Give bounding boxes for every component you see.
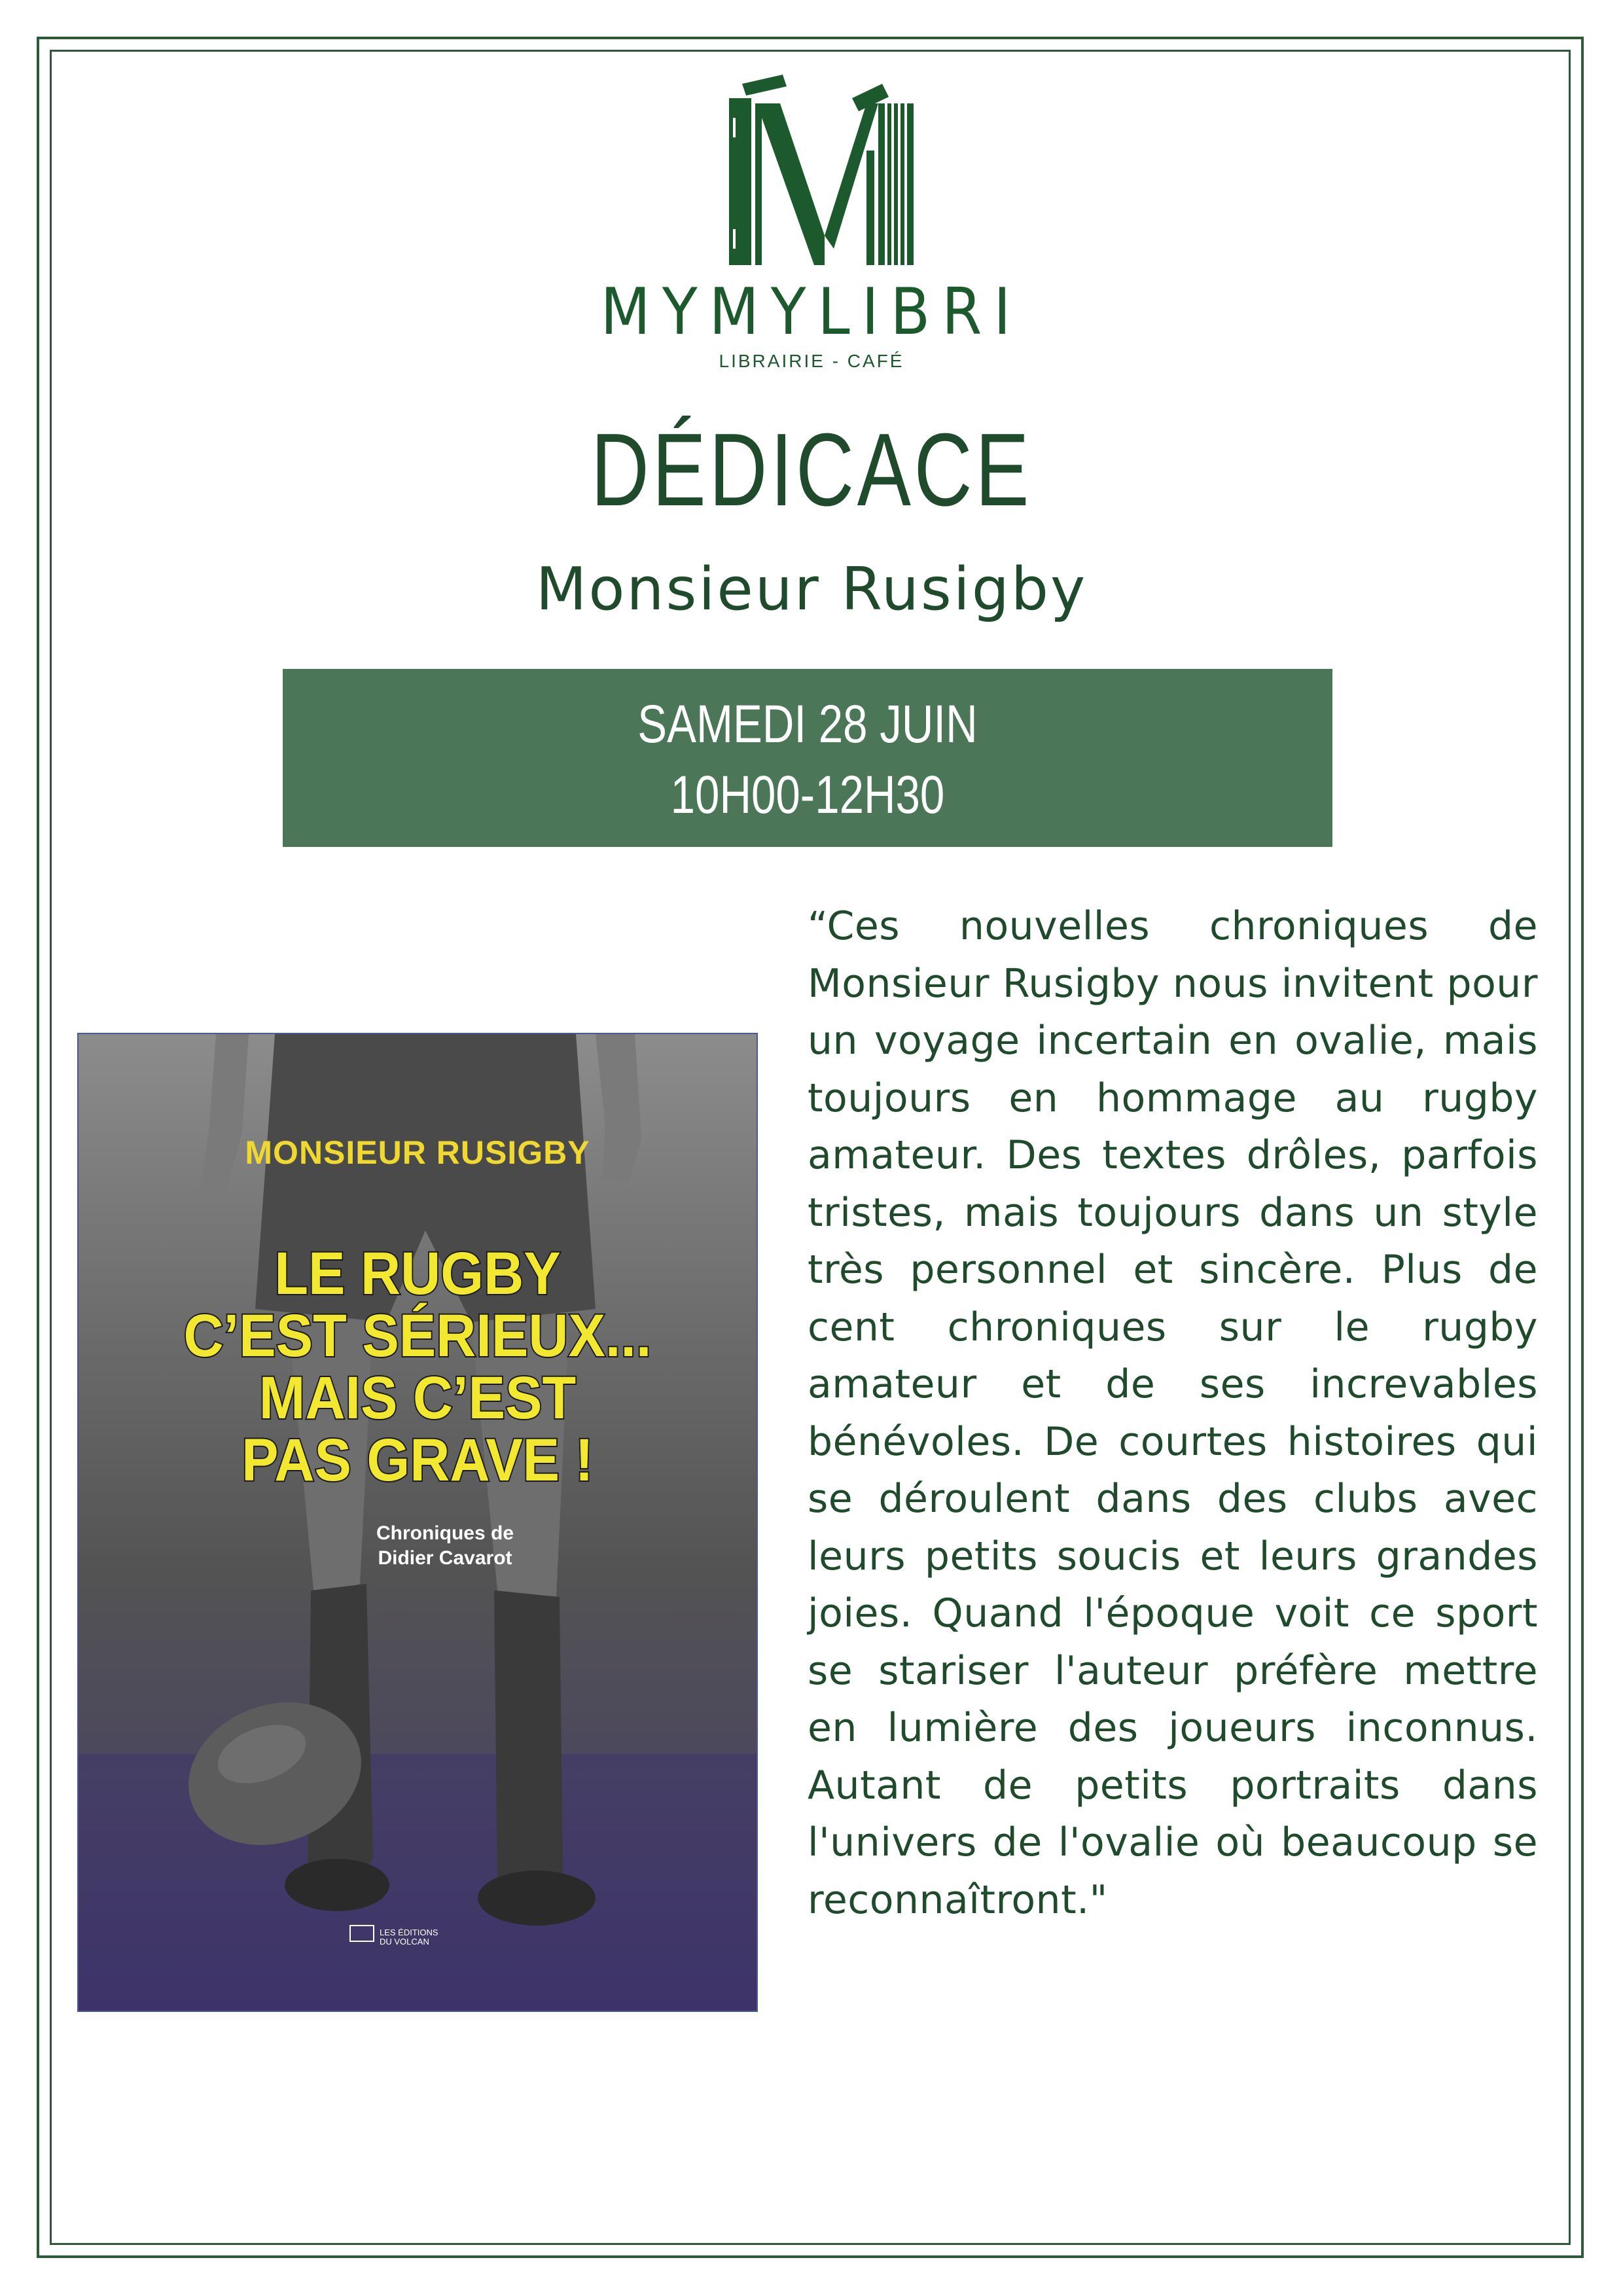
publisher-line: DU VOLCAN [380,1937,429,1947]
publisher-line: LES ÉDITIONS [380,1928,438,1937]
brand-name: MYMYLIBRI [600,275,1023,350]
event-title: DÉDICACE [590,412,1033,528]
cover-subtitle-line: Didier Cavarot [378,1547,512,1569]
book-cover-image [77,1033,758,2012]
cover-title-line: C’EST SÉRIEUX... [183,1302,652,1369]
cover-title-line: LE RUGBY [274,1240,561,1307]
cover-title-line: PAS GRAVE ! [241,1427,594,1494]
cover-subtitle-line: Chroniques de [376,1522,514,1544]
event-date: SAMEDI 28 JUIN [637,694,978,754]
book-description: “Ces nouvelles chroniques de Monsieur Rusigby nous invitent pour un voyage incertain en ovalie, mais toujours en hommage au rugby amateur. Des textes drôles, parfois tristes, mais toujours dans un style très personnel et sincère. Plus de cent chroniques sur le rugby amateur et de ses increvables bénévoles. De courtes histoires qui se déroulent dans des clubs avec leurs petits soucis et leurs grandes joies. Quand l'époque voit ce sport se stariser l'auteur préfère mettre en lumière des joueurs inconnus. Autant de petits portraits dans l'univers de l'ovalie où beaucoup se reconnaîtront." [808,903,1538,1923]
event-author: Monsieur Rusigby [535,555,1088,624]
publisher-logo [380,1928,438,1947]
event-time: 10H00-12H30 [670,765,945,825]
brand-tagline: LIBRAIRIE - CAFÉ [719,351,904,371]
cover-title-line: MAIS C’EST [259,1365,577,1431]
bookstore-logo-icon [721,72,918,268]
date-banner [283,669,1332,847]
cover-author: MONSIEUR RUSIGBY [245,1134,590,1171]
